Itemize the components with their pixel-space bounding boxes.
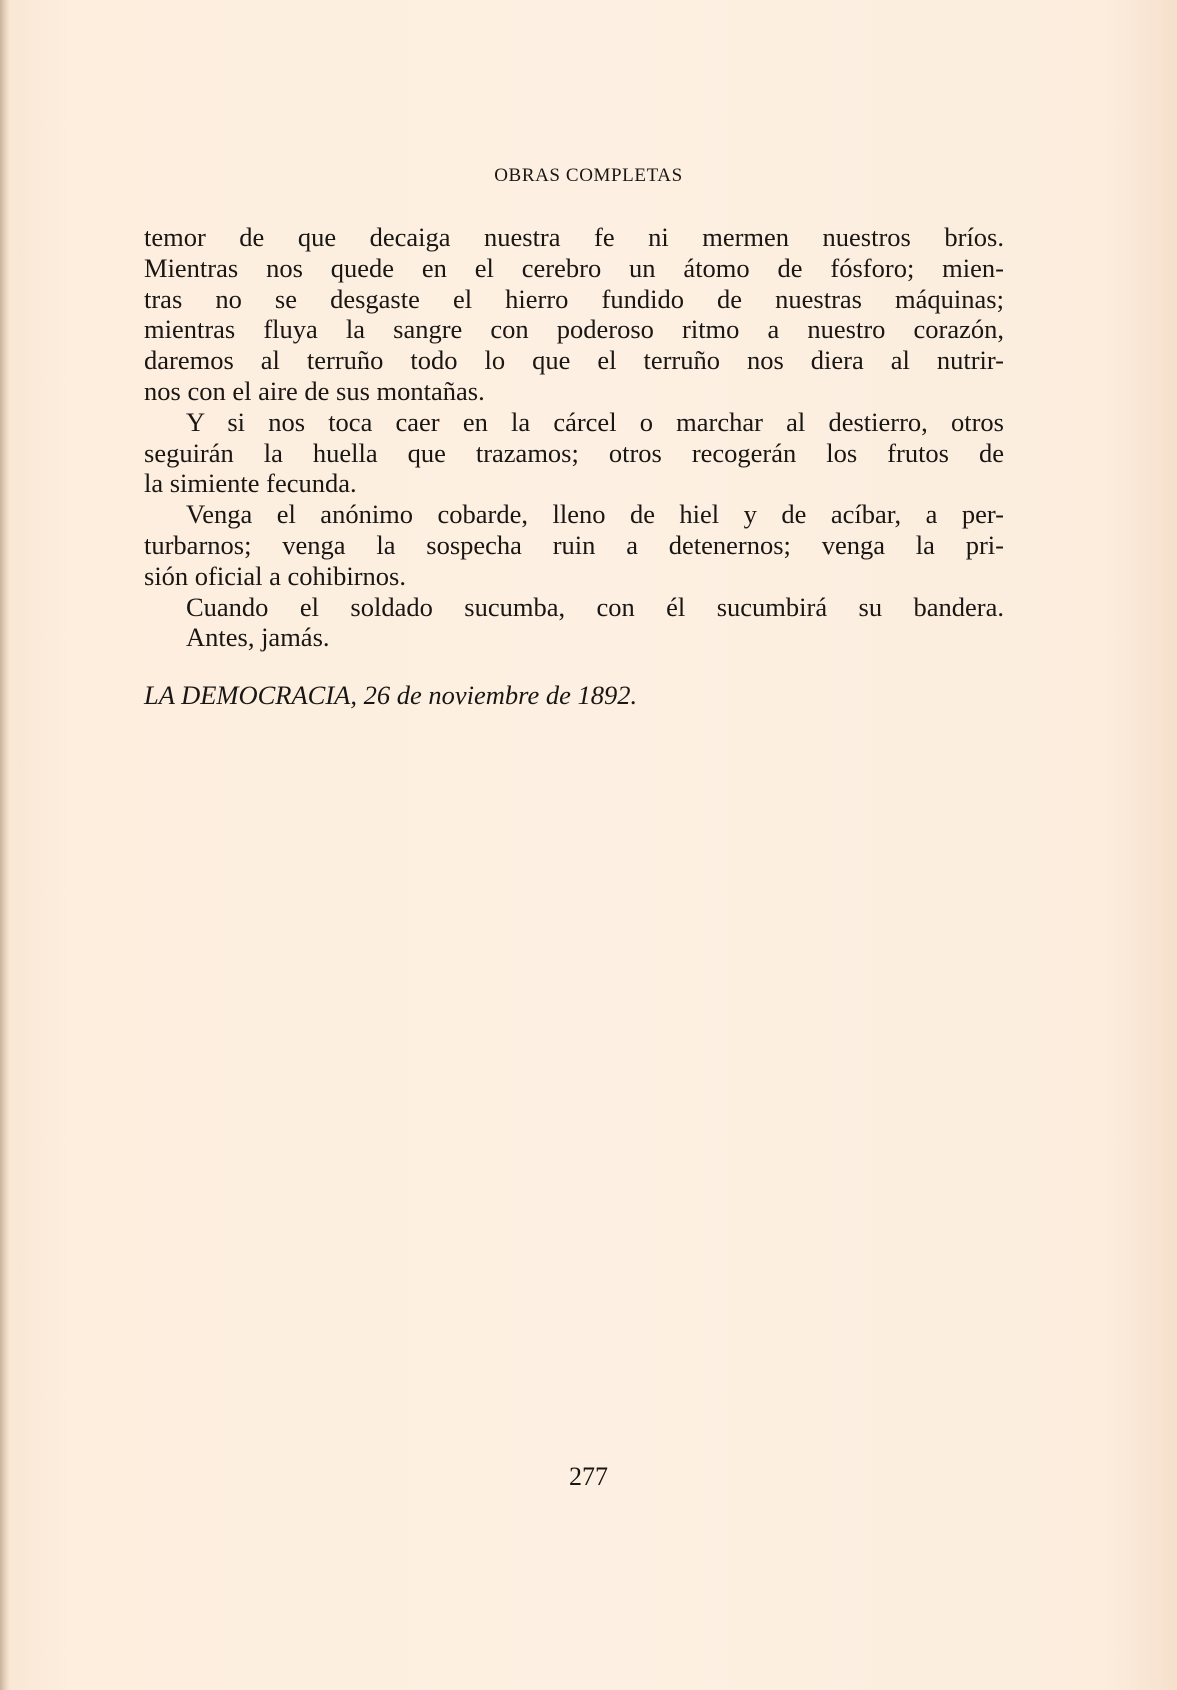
text-line: Antes, jamás. [186,622,330,653]
paragraph [144,499,1004,591]
body-text [144,222,1004,653]
paragraph [144,622,1004,653]
paragraph [144,592,1004,623]
text-line: la simiente fecunda. [144,468,357,499]
paragraph [144,407,1004,499]
text-line: tras no se desgaste el hierro fundido de nuestras máquinas; [144,283,1004,314]
text-line: temor de que decaiga nuestra fe ni mermen nuestros bríos. [144,222,1004,252]
running-header: OBRAS COMPLETAS [494,165,683,186]
text-line: Mientras nos quede en el cerebro un átomo de fósforo; mien- [144,252,1004,283]
text-line: turbarnos; venga la sospecha ruin a detenernos; venga la pri- [144,529,1004,560]
text-line: nos con el aire de sus montañas. [144,375,485,406]
page-number: 277 [569,1462,608,1491]
text-line: daremos al terruño todo lo que el terruño nos diera al nutrir- [144,345,1004,376]
paragraph [144,222,1004,407]
text-line: Y si nos toca caer en la cárcel o marchar al destierro, otros [186,406,1004,437]
source-citation: LA DEMOCRACIA, 26 de noviembre de 1892. [144,680,638,710]
text-line: seguirán la huella que trazamos; otros recogerán los frutos de [144,437,1004,468]
text-line: Venga el anónimo cobarde, lleno de hiel y de acíbar, a per- [186,499,1004,530]
text-line: Cuando el soldado sucumba, con él sucumbirá su bandera. [186,591,1004,622]
page-edge-shadow [0,0,10,1690]
text-line: mientras fluya la sangre con poderoso ritmo a nuestro corazón, [144,314,1004,345]
text-line: sión oficial a cohibirnos. [144,560,406,591]
